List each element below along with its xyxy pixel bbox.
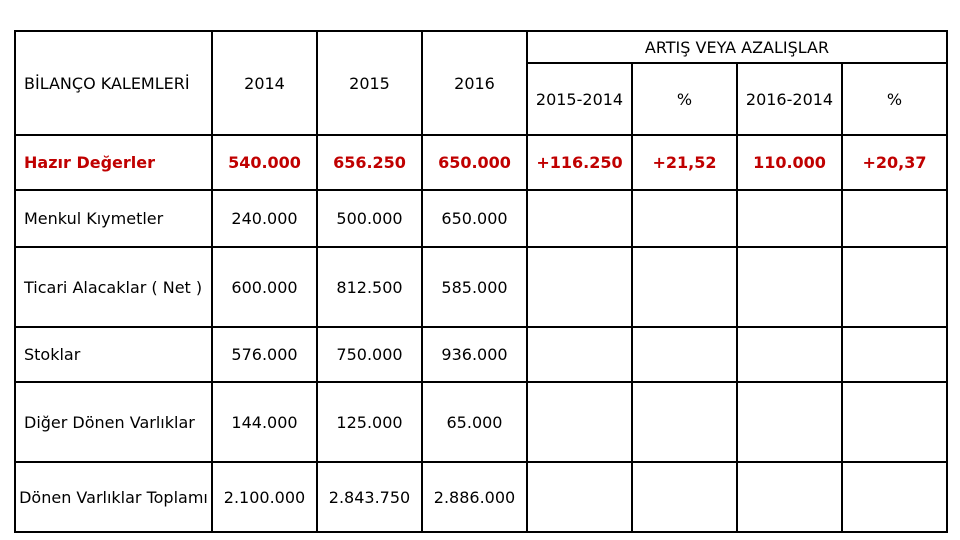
cell-change-pct-1	[632, 462, 737, 532]
cell-change-2015-2014	[527, 247, 632, 327]
cell-change-pct-2	[842, 382, 947, 462]
header-year-2014: 2014	[212, 31, 317, 135]
header-item-label: BİLANÇO KALEMLERİ	[15, 31, 212, 135]
cell-2016: 65.000	[422, 382, 527, 462]
cell-change-pct-1	[632, 247, 737, 327]
row-label: Diğer Dönen Varlıklar	[15, 382, 212, 462]
cell-2016: 650.000	[422, 135, 527, 190]
cell-2014: 540.000	[212, 135, 317, 190]
cell-2015: 125.000	[317, 382, 422, 462]
balance-sheet-table	[14, 30, 948, 533]
cell-change-2015-2014	[527, 190, 632, 247]
cell-change-pct-1	[632, 190, 737, 247]
cell-2016: 585.000	[422, 247, 527, 327]
cell-2014: 240.000	[212, 190, 317, 247]
cell-change-2015-2014	[527, 462, 632, 532]
cell-2015: 656.250	[317, 135, 422, 190]
cell-change-2016-2014	[737, 190, 842, 247]
cell-2014: 2.100.000	[212, 462, 317, 532]
table-row	[15, 327, 947, 382]
row-label: Hazır Değerler	[15, 135, 212, 190]
cell-change-pct-1: +21,52	[632, 135, 737, 190]
table-row	[15, 190, 947, 247]
cell-change-2016-2014	[737, 462, 842, 532]
row-label: Stoklar	[15, 327, 212, 382]
cell-change-pct-1	[632, 382, 737, 462]
cell-change-2016-2014	[737, 247, 842, 327]
row-label: Menkul Kıymetler	[15, 190, 212, 247]
cell-2014: 576.000	[212, 327, 317, 382]
cell-change-pct-2	[842, 190, 947, 247]
table-row	[15, 135, 947, 190]
row-label: Ticari Alacaklar ( Net )	[15, 247, 212, 327]
cell-change-2016-2014	[737, 382, 842, 462]
cell-2015: 750.000	[317, 327, 422, 382]
cell-2016: 650.000	[422, 190, 527, 247]
header-change-2015-2014: 2015-2014	[527, 63, 632, 135]
cell-2015: 500.000	[317, 190, 422, 247]
cell-2014: 144.000	[212, 382, 317, 462]
table-row	[15, 382, 947, 462]
cell-change-pct-2	[842, 327, 947, 382]
header-change-2016-2014: 2016-2014	[737, 63, 842, 135]
cell-change-pct-2	[842, 247, 947, 327]
cell-2014: 600.000	[212, 247, 317, 327]
header-year-2016: 2016	[422, 31, 527, 135]
cell-2016: 2.886.000	[422, 462, 527, 532]
cell-2015: 2.843.750	[317, 462, 422, 532]
cell-change-2016-2014	[737, 327, 842, 382]
header-change-pct-2: %	[842, 63, 947, 135]
row-label-total: Dönen Varlıklar Toplamı	[15, 462, 212, 532]
cell-change-pct-2: +20,37	[842, 135, 947, 190]
header-change-group: ARTIŞ VEYA AZALIŞLAR	[527, 31, 947, 63]
cell-change-2015-2014	[527, 382, 632, 462]
cell-2015: 812.500	[317, 247, 422, 327]
header-year-2015: 2015	[317, 31, 422, 135]
cell-2016: 936.000	[422, 327, 527, 382]
cell-change-2016-2014: 110.000	[737, 135, 842, 190]
cell-change-pct-2	[842, 462, 947, 532]
cell-change-2015-2014: +116.250	[527, 135, 632, 190]
cell-change-2015-2014	[527, 327, 632, 382]
table-row	[15, 247, 947, 327]
cell-change-pct-1	[632, 327, 737, 382]
header-change-pct-1: %	[632, 63, 737, 135]
table-row	[15, 462, 947, 532]
